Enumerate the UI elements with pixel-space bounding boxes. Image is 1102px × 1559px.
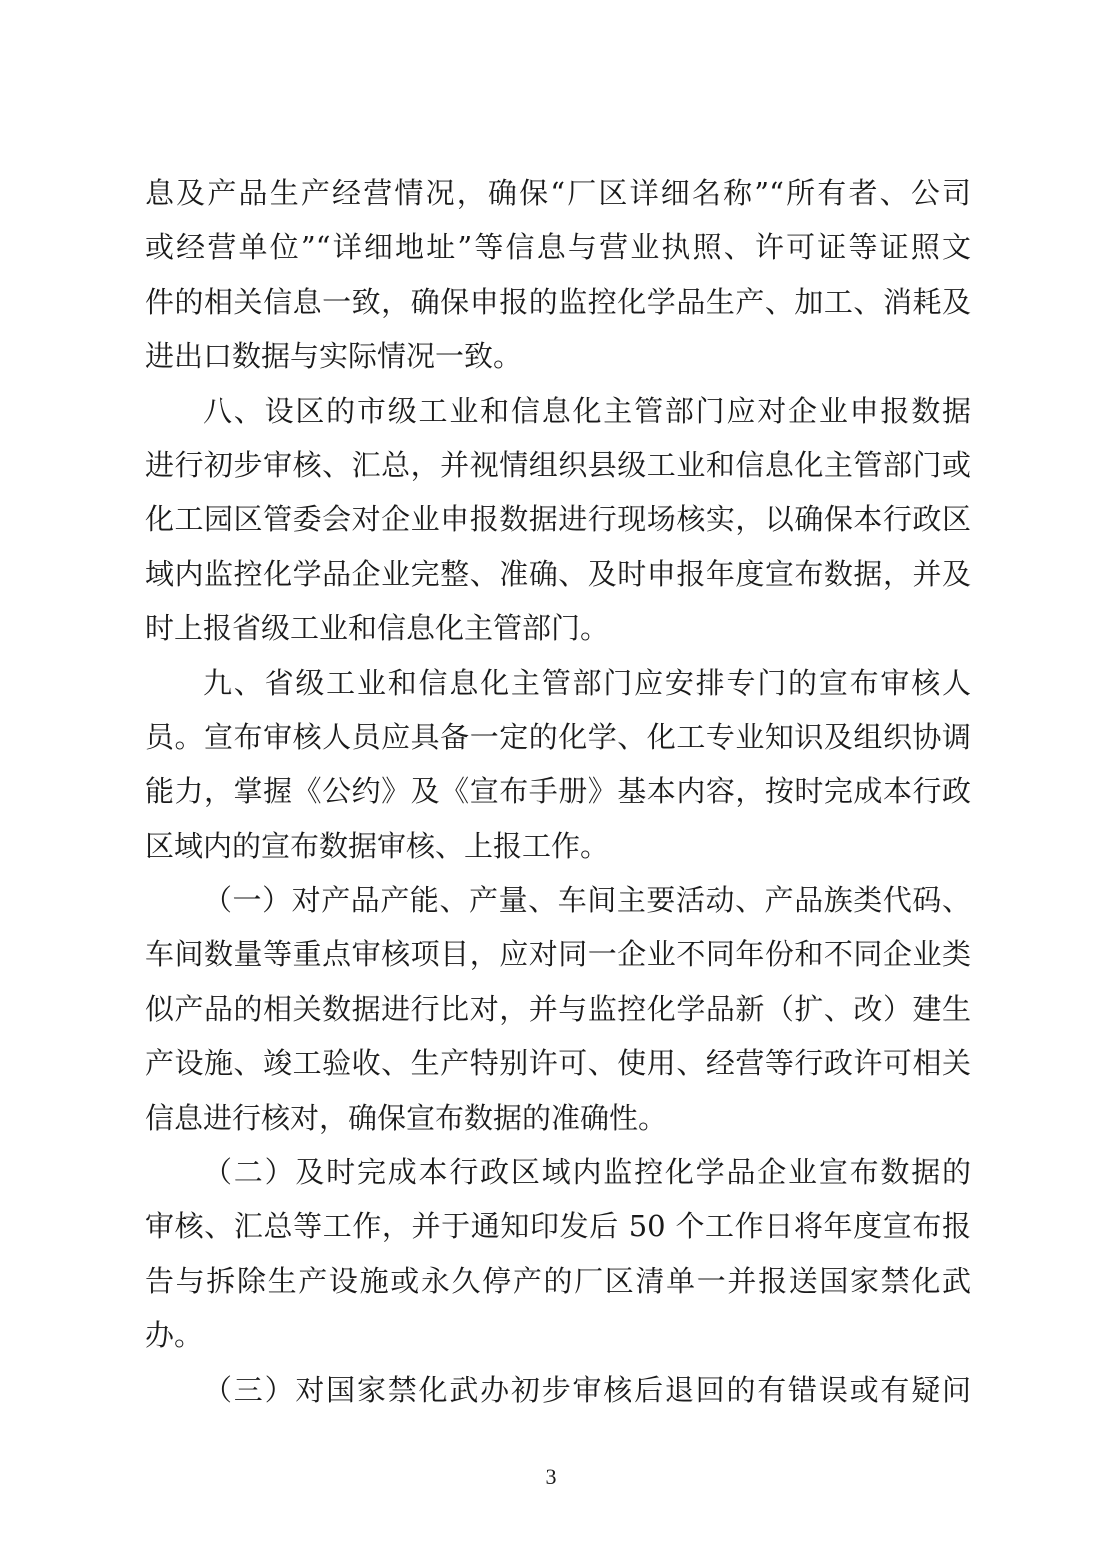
text-line: 或经营单位”“详细地址”等信息与营业执照、许可证等证照文 — [145, 230, 971, 265]
text-line: 审核、汇总等工作，并于通知印发后 50 个工作日将年度宣布报 — [145, 1209, 971, 1244]
text-line: 区域内的宣布数据审核、上报工作。 — [145, 828, 610, 863]
text-line: 化工园区管委会对企业申报数据进行现场核实，以确保本行政区 — [145, 502, 971, 537]
text-line: 件的相关信息一致，确保申报的监控化学品生产、加工、消耗及 — [145, 284, 971, 319]
text-line: 能力，掌握《公约》及《宣布手册》基本内容，按时完成本行政 — [145, 774, 971, 809]
text-line: 似产品的相关数据进行比对，并与监控化学品新（扩、改）建生 — [145, 991, 971, 1026]
paragraph-start-line: （一）对产品产能、产量、车间主要活动、产品族类代码、 — [203, 883, 971, 918]
body-text — [145, 166, 971, 1417]
text-line: 信息进行核对，确保宣布数据的准确性。 — [145, 1100, 668, 1135]
paragraph-start-line: （三）对国家禁化武办初步审核后退回的有错误或有疑问 — [203, 1372, 971, 1407]
paragraph-start-line: 八、设区的市级工业和信息化主管部门应对企业申报数据 — [203, 393, 971, 428]
text-line: 域内监控化学品企业完整、准确、及时申报年度宣布数据，并及 — [145, 556, 971, 591]
text-line: 办。 — [145, 1318, 204, 1353]
text-line: 息及产品生产经营情况，确保“厂区详细名称”“所有者、公司 — [145, 176, 971, 210]
text-line: 时上报省级工业和信息化主管部门。 — [145, 611, 610, 646]
text-line: 车间数量等重点审核项目，应对同一企业不同年份和不同企业类 — [145, 937, 971, 972]
paragraph-start-line: 九、省级工业和信息化主管部门应安排专门的宣布审核人 — [203, 665, 971, 700]
text-line: 进出口数据与实际情况一致。 — [145, 339, 523, 374]
text-line: 产设施、竣工验收、生产特别许可、使用、经营等行政许可相关 — [145, 1046, 971, 1081]
text-line: 员。宣布审核人员应具备一定的化学、化工专业知识及组织协调 — [145, 719, 971, 754]
text-line: 告与拆除生产设施或永久停产的厂区清单一并报送国家禁化武 — [145, 1263, 971, 1298]
text-line: 进行初步审核、汇总，并视情组织县级工业和信息化主管部门或 — [145, 447, 971, 482]
paragraph-start-line: （二）及时完成本行政区域内监控化学品企业宣布数据的 — [203, 1155, 971, 1190]
page-number: 3 — [545, 1464, 557, 1489]
